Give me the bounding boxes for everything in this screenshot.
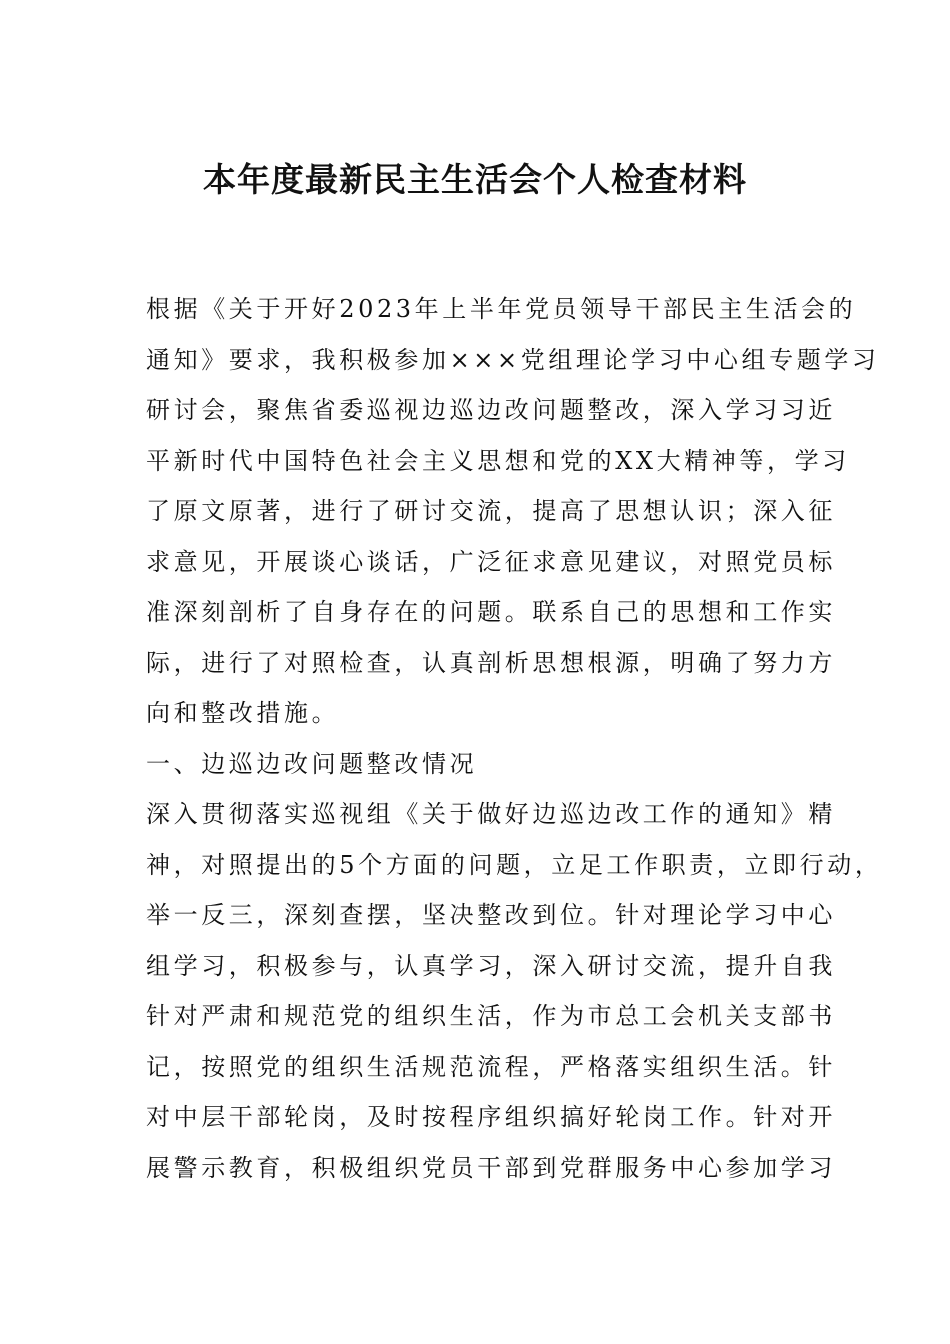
body-line: 根据《关于开好2023年上半年党员领导干部民主生活会的 bbox=[146, 295, 857, 323]
body-line: 际，进行了对照检查，认真剖析思想根源，明确了努力方 bbox=[146, 648, 836, 677]
body-line: 了原文原著，进行了研讨交流，提高了思想认识；深入征 bbox=[146, 497, 836, 525]
document-title: 本年度最新民主生活会个人检查材料 bbox=[203, 160, 747, 199]
body-line: 针对严肃和规范党的组织生活，作为市总工会机关支部书 bbox=[146, 1002, 836, 1030]
body-line: 求意见，开展谈心谈话，广泛征求意见建议，对照党员标 bbox=[146, 547, 836, 576]
body-line: 组学习，积极参与，认真学习，深入研讨交流，提升自我 bbox=[146, 951, 836, 980]
body-line: 深入贯彻落实巡视组《关于做好边巡边改工作的通知》精 bbox=[146, 800, 836, 828]
document-body bbox=[146, 284, 883, 1193]
body-line: 对中层干部轮岗，及时按程序组织搞好轮岗工作。针对开 bbox=[146, 1103, 836, 1131]
body-line: 举一反三，深刻查摆，坚决整改到位。针对理论学习中心 bbox=[146, 901, 836, 929]
body-line: 记，按照党的组织生活规范流程，严格落实组织生活。针 bbox=[146, 1052, 836, 1081]
body-line: 展警示教育，积极组织党员干部到党群服务中心参加学习 bbox=[146, 1153, 836, 1182]
body-line: 神，对照提出的5个方面的问题，立足工作职责，立即行动， bbox=[146, 850, 883, 879]
section-heading: 一、边巡边改问题整改情况 bbox=[146, 749, 478, 778]
body-line: 准深刻剖析了自身存在的问题。联系自己的思想和工作实 bbox=[146, 598, 836, 626]
body-line: 研讨会，聚焦省委巡视边巡边改问题整改，深入学习习近 bbox=[146, 396, 836, 424]
body-line: 平新时代中国特色社会主义思想和党的XX大精神等，学习 bbox=[146, 446, 850, 475]
body-line: 通知》要求，我积极参加×××党组理论学习中心组专题学习 bbox=[146, 345, 880, 374]
body-line: 向和整改措施。 bbox=[146, 699, 340, 727]
